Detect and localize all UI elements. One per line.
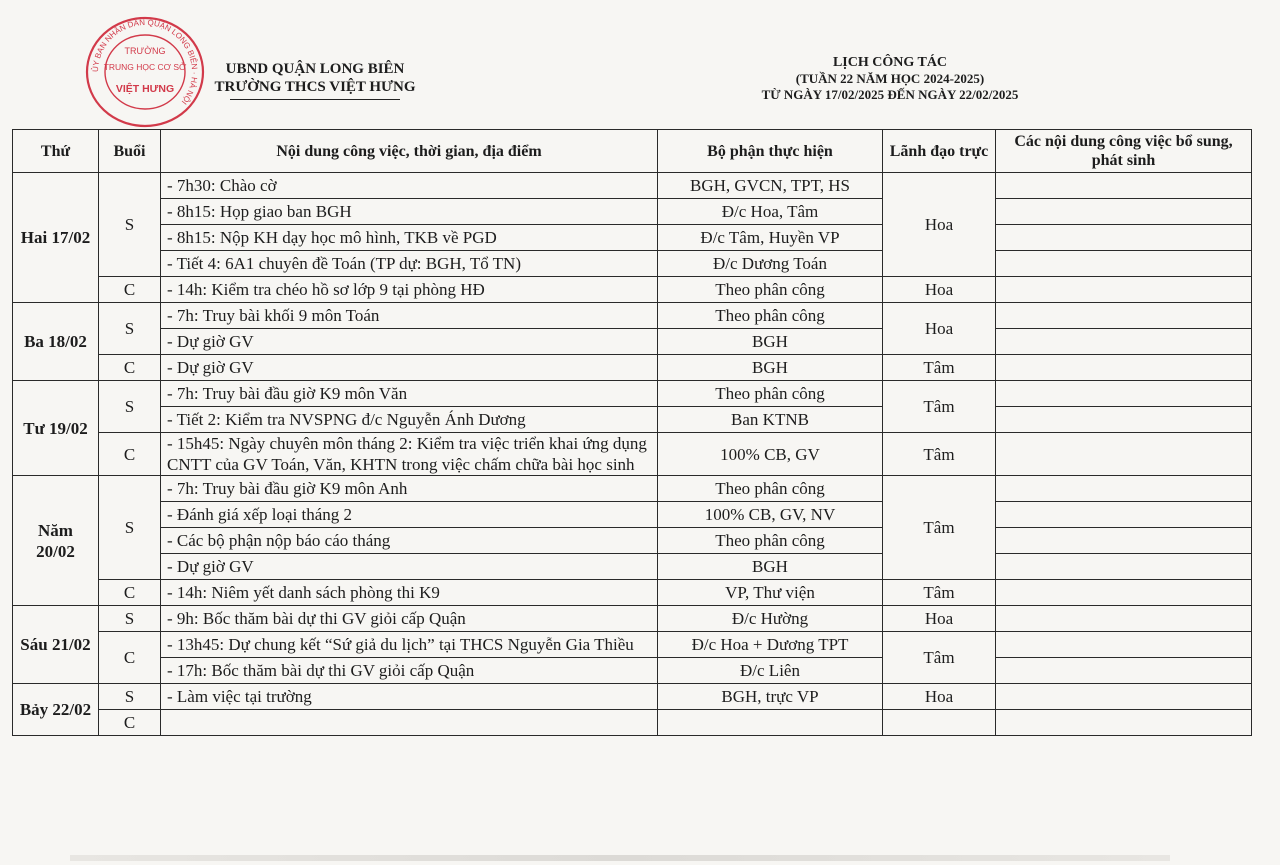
content-cell: - 17h: Bốc thăm bài dự thi GV giỏi cấp Quận	[161, 658, 658, 684]
col-content: Nội dung công việc, thời gian, địa điểm	[161, 130, 658, 173]
content-cell: - Dự giờ GV	[161, 355, 658, 381]
extra-cell	[996, 199, 1252, 225]
extra-cell	[996, 433, 1252, 476]
day-cell: Tư 19/02	[13, 381, 99, 476]
content-cell: - 13h45: Dự chung kết “Sứ giả du lịch” tại THCS Nguyễn Gia Thiều	[161, 632, 658, 658]
stamp-line2: TRUNG HỌC CƠ SỞ	[103, 62, 187, 72]
lead-cell: Hoa	[883, 173, 996, 277]
table-row	[13, 407, 1252, 433]
dept-cell: BGH, GVCN, TPT, HS	[658, 173, 883, 199]
dept-cell: BGH	[658, 329, 883, 355]
extra-cell	[996, 502, 1252, 528]
table-row	[13, 225, 1252, 251]
extra-cell	[996, 173, 1252, 199]
session-cell: C	[99, 580, 161, 606]
dept-cell: Theo phân công	[658, 381, 883, 407]
dept-cell: 100% CB, GV	[658, 433, 883, 476]
table-row	[13, 476, 1252, 502]
table-row	[13, 329, 1252, 355]
dept-cell: Theo phân công	[658, 303, 883, 329]
table-row	[13, 528, 1252, 554]
table-row	[13, 502, 1252, 528]
extra-cell	[996, 381, 1252, 407]
session-cell: S	[99, 684, 161, 710]
content-cell: - Dự giờ GV	[161, 554, 658, 580]
day-cell: Năm 20/02	[13, 476, 99, 606]
extra-cell	[996, 580, 1252, 606]
dept-cell	[658, 710, 883, 736]
table-row	[13, 173, 1252, 199]
extra-cell	[996, 684, 1252, 710]
dept-cell: BGH, trực VP	[658, 684, 883, 710]
content-cell: - Tiết 4: 6A1 chuyên đề Toán (TP dự: BGH, Tổ TN)	[161, 251, 658, 277]
session-cell: C	[99, 433, 161, 476]
day-cell: Bảy 22/02	[13, 684, 99, 736]
dept-cell: Đ/c Liên	[658, 658, 883, 684]
lead-cell: Hoa	[883, 606, 996, 632]
stamp-line3: VIỆT HƯNG	[115, 83, 175, 95]
session-cell: S	[99, 606, 161, 632]
col-lead: Lãnh đạo trực	[883, 130, 996, 173]
extra-cell	[996, 407, 1252, 433]
page-edge-shadow	[70, 855, 1170, 861]
extra-cell	[996, 303, 1252, 329]
content-cell: - Tiết 2: Kiểm tra NVSPNG đ/c Nguyễn Ánh Dương	[161, 407, 658, 433]
stamp-ring-text: ỦY BAN NHÂN DÂN QUẬN LONG BIÊN · HÀ NỘI	[90, 17, 200, 107]
dept-cell: BGH	[658, 355, 883, 381]
header-underline	[230, 99, 400, 100]
session-cell: C	[99, 710, 161, 736]
content-cell: - 7h30: Chào cờ	[161, 173, 658, 199]
table-row	[13, 381, 1252, 407]
dept-cell: BGH	[658, 554, 883, 580]
dept-cell: Theo phân công	[658, 528, 883, 554]
content-cell: - 8h15: Nộp KH dạy học mô hình, TKB về PGD	[161, 225, 658, 251]
session-cell: S	[99, 381, 161, 433]
day-cell: Ba 18/02	[13, 303, 99, 381]
lead-cell: Tâm	[883, 476, 996, 580]
col-extra: Các nội dung công việc bổ sung, phát sinh	[996, 130, 1252, 173]
lead-cell: Tâm	[883, 433, 996, 476]
day-cell: Sáu 21/02	[13, 606, 99, 684]
content-cell: - 15h45: Ngày chuyên môn tháng 2: Kiểm tra việc triển khai ứng dụng CNTT của GV Toán, Văn, KHTN trong việc chấm chữa bài học sinh	[161, 433, 658, 476]
content-cell: - 7h: Truy bài đầu giờ K9 môn Anh	[161, 476, 658, 502]
table-row	[13, 199, 1252, 225]
lead-cell: Tâm	[883, 632, 996, 684]
stamp-line1: TRƯỜNG	[124, 46, 166, 56]
content-cell: - Các bộ phận nộp báo cáo tháng	[161, 528, 658, 554]
dept-cell: Theo phân công	[658, 277, 883, 303]
table-row	[13, 606, 1252, 632]
extra-cell	[996, 632, 1252, 658]
dept-cell: Đ/c Dương Toán	[658, 251, 883, 277]
table-row	[13, 554, 1252, 580]
extra-cell	[996, 225, 1252, 251]
extra-cell	[996, 710, 1252, 736]
dept-cell: Đ/c Hoa + Dương TPT	[658, 632, 883, 658]
dept-cell: Theo phân công	[658, 476, 883, 502]
extra-cell	[996, 606, 1252, 632]
session-cell: C	[99, 632, 161, 684]
header-left	[190, 60, 440, 100]
extra-cell	[996, 476, 1252, 502]
table-row	[13, 355, 1252, 381]
lead-cell: Tâm	[883, 355, 996, 381]
doc-title: LỊCH CÔNG TÁC	[832, 55, 948, 70]
dept-cell: 100% CB, GV, NV	[658, 502, 883, 528]
dept-cell: Ban KTNB	[658, 407, 883, 433]
dept-cell: Đ/c Hường	[658, 606, 883, 632]
dept-cell: VP, Thư viện	[658, 580, 883, 606]
col-dept: Bộ phận thực hiện	[658, 130, 883, 173]
lead-cell	[883, 710, 996, 736]
col-day: Thứ	[13, 130, 99, 173]
table-header-row	[13, 130, 1252, 173]
extra-cell	[996, 528, 1252, 554]
content-cell: - Dự giờ GV	[161, 329, 658, 355]
lead-cell: Tâm	[883, 580, 996, 606]
content-cell: - 8h15: Họp giao ban BGH	[161, 199, 658, 225]
table-row	[13, 303, 1252, 329]
lead-cell: Hoa	[883, 684, 996, 710]
content-cell: - 14h: Kiểm tra chéo hồ sơ lớp 9 tại phòng HĐ	[161, 277, 658, 303]
table-row	[13, 277, 1252, 303]
session-cell: S	[99, 173, 161, 277]
content-cell: - 9h: Bốc thăm bài dự thi GV giỏi cấp Quận	[161, 606, 658, 632]
session-cell: C	[99, 277, 161, 303]
dept-cell: Đ/c Tâm, Huyền VP	[658, 225, 883, 251]
table-row	[13, 658, 1252, 684]
table-row	[13, 632, 1252, 658]
lead-cell: Tâm	[883, 381, 996, 433]
content-cell	[161, 710, 658, 736]
district-name: UBND QUẬN LONG BIÊN	[225, 61, 405, 77]
table-row	[13, 580, 1252, 606]
school-name: TRƯỜNG THCS VIỆT HƯNG	[214, 79, 416, 95]
table-row	[13, 710, 1252, 736]
lead-cell: Hoa	[883, 277, 996, 303]
content-cell: - Đánh giá xếp loại tháng 2	[161, 502, 658, 528]
extra-cell	[996, 251, 1252, 277]
session-cell: S	[99, 303, 161, 355]
content-cell: - 7h: Truy bài khối 9 môn Toán	[161, 303, 658, 329]
table-row	[13, 433, 1252, 476]
doc-subtitle: (TUẦN 22 NĂM HỌC 2024-2025)	[795, 71, 985, 86]
extra-cell	[996, 355, 1252, 381]
doc-date-range: TỪ NGÀY 17/02/2025 ĐẾN NGÀY 22/02/2025	[761, 87, 1019, 102]
header-right	[700, 55, 1080, 103]
extra-cell	[996, 277, 1252, 303]
extra-cell	[996, 329, 1252, 355]
session-cell: C	[99, 355, 161, 381]
session-cell: S	[99, 476, 161, 580]
col-session: Buổi	[99, 130, 161, 173]
content-cell: - 14h: Niêm yết danh sách phòng thi K9	[161, 580, 658, 606]
extra-cell	[996, 554, 1252, 580]
table-row	[13, 251, 1252, 277]
table-row	[13, 684, 1252, 710]
lead-cell: Hoa	[883, 303, 996, 355]
extra-cell	[996, 658, 1252, 684]
schedule-table	[12, 129, 1252, 736]
dept-cell: Đ/c Hoa, Tâm	[658, 199, 883, 225]
day-cell: Hai 17/02	[13, 173, 99, 303]
content-cell: - Làm việc tại trường	[161, 684, 658, 710]
content-cell: - 7h: Truy bài đầu giờ K9 môn Văn	[161, 381, 658, 407]
